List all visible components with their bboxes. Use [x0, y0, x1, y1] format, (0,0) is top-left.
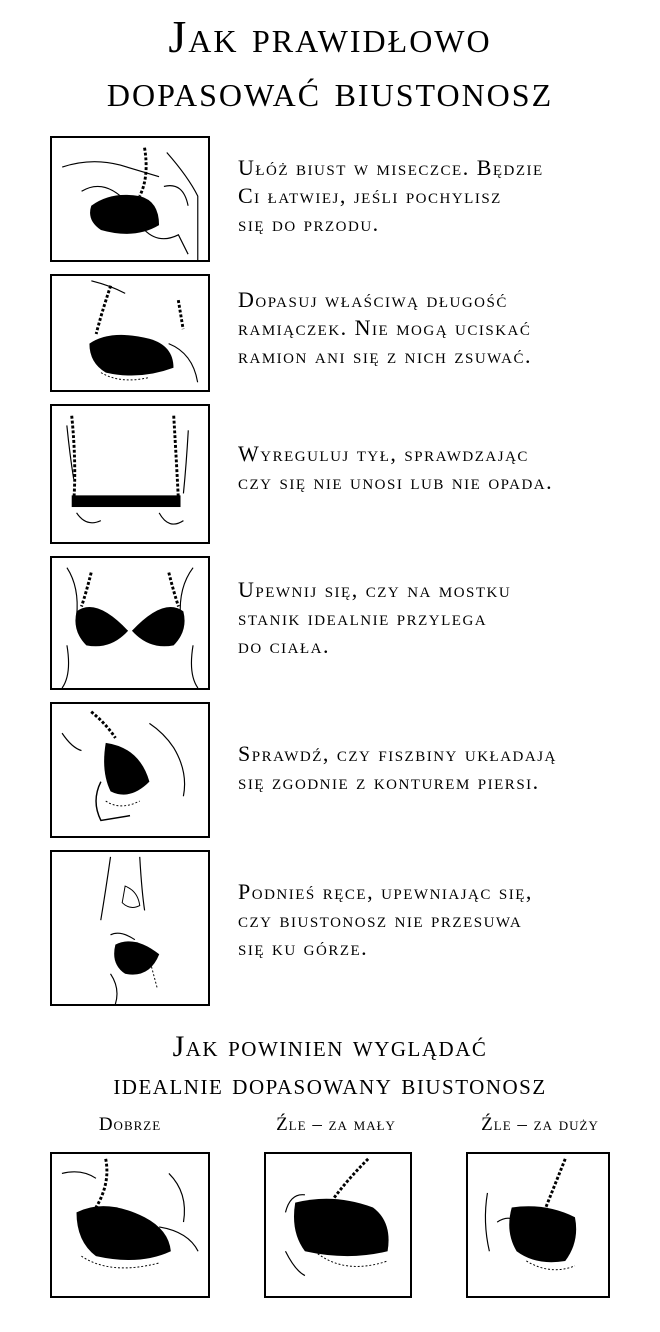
page-title-line-1: Jak prawidłowo — [168, 11, 492, 62]
bra-underwire-check-illustration — [50, 702, 210, 838]
bra-arms-raised-illustration — [50, 850, 210, 1006]
step-3-line-1: Wyreguluj tył, sprawdzając — [238, 441, 529, 466]
step-2-line-3: ramion ani się z nich zsuwać. — [238, 343, 532, 368]
step-2-line-1: Dopasuj właściwą długość — [238, 287, 508, 312]
bra-lean-forward-illustration — [50, 136, 210, 262]
comparison-label-good: Dobrze — [98, 1114, 162, 1135]
too-big-illustration — [466, 1152, 610, 1298]
page-title-line-2: dopasować biustonosz — [106, 65, 554, 116]
comparison-title-line-1: Jak powinien wyglądać — [172, 1030, 488, 1063]
step-3-line-2: czy się nie unosi lub nie opada. — [238, 469, 554, 494]
step-5-line-2: się zgodnie z konturem piersi. — [238, 769, 540, 794]
comparison-label-too-big: Źle – za duży — [481, 1114, 599, 1135]
comparison-title-line-2: idealnie dopasowany biustonosz — [113, 1068, 547, 1101]
bra-strap-adjust-illustration — [50, 274, 210, 392]
too-small-illustration — [264, 1152, 412, 1298]
step-5-text — [238, 740, 638, 796]
bra-bridge-fit-illustration — [50, 556, 210, 690]
good-fit-illustration — [50, 1152, 210, 1298]
comparison-label-too-small: Źle – za mały — [276, 1114, 396, 1135]
step-1-text — [238, 154, 638, 238]
step-4-line-2: stanik idealnie przylega — [238, 605, 488, 630]
step-2-line-2: ramiączek. Nie mogą uciskać — [238, 315, 532, 340]
step-1-line-2: Ci łatwiej, jeśli pochylisz — [238, 183, 502, 208]
step-4-line-1: Upewnij się, czy na mostku — [238, 577, 512, 602]
step-1-line-3: się do przodu. — [238, 211, 380, 236]
step-1-line-1: Ułóż biust w miseczce. Będzie — [238, 155, 544, 180]
bra-back-adjust-illustration — [50, 404, 210, 544]
step-5-line-1: Sprawdź, czy fiszbiny układają — [238, 741, 557, 766]
step-6-line-3: się ku górze. — [238, 935, 369, 960]
step-4-line-3: do ciała. — [238, 633, 330, 658]
step-3-text — [238, 440, 638, 496]
step-6-line-2: czy biustonosz nie przesuwa — [238, 907, 523, 932]
step-2-text — [238, 286, 638, 370]
step-4-text — [238, 576, 638, 660]
step-6-text — [238, 878, 638, 962]
step-6-line-1: Podnieś ręce, upewniając się, — [238, 879, 533, 904]
